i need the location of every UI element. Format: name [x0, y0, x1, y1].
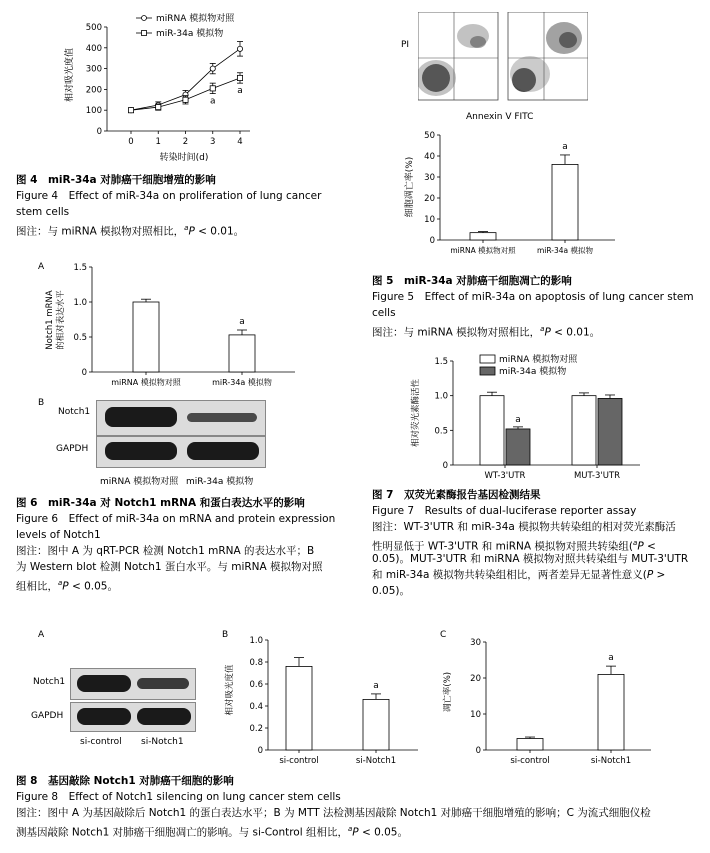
- fig4-xtick-label: 3: [210, 137, 216, 147]
- fig4-point: [156, 104, 161, 109]
- fig5-sig-label: a: [562, 141, 568, 152]
- fig7-bar: [572, 396, 596, 465]
- fig5-xtick-label: miR-34a 模拟物: [536, 246, 594, 255]
- fig7-note-2: 性明显低于 WT-3'UTR 和 miRNA 模拟物对照共转染组($^a$P <: [372, 539, 656, 553]
- fig8-note-1: 图注：图中 A 为基因敲除后 Notch1 的蛋白表达水平；B 为 MTT 法检测基因敲除 Notch1 对肺癌干细胞增殖的影响；C 为流式细胞仪检: [16, 807, 651, 819]
- fig4-ytick-label: 0: [96, 127, 102, 137]
- fig4-caption-en-1: Figure 4 Effect of miR-34a on proliferation of lung cancer: [16, 190, 322, 202]
- fig6-caption-en-2: levels of Notch1: [16, 529, 101, 541]
- fig4-xtick-label: 1: [155, 137, 161, 147]
- fig8b-bar: [286, 666, 312, 750]
- fig8b-ytick-label: 0.4: [249, 702, 263, 712]
- fig4-xtick-label: 2: [182, 137, 189, 147]
- fig4-xtick-label: 4: [237, 137, 243, 147]
- fig6-note-2: 为 Western blot 检测 Notch1 蛋白水平。与 miRNA 模拟物对照: [16, 561, 323, 573]
- fig5-caption-en-2: cells: [372, 307, 396, 319]
- fig7-xtick-label: MUT-3'UTR: [573, 471, 621, 481]
- fig4-chart: [0, 0, 360, 170]
- fig8b-ytick-label: 1.0: [249, 636, 263, 646]
- fig6a-ylabel-2: 的相对表达水平: [56, 290, 66, 350]
- fig8-blot-label-1: si-control: [80, 737, 122, 747]
- fig7-ytick-label: 1.0: [434, 391, 448, 402]
- flow-plot-control: [418, 12, 498, 100]
- fig5-caption-cn: 图 5 miR-34a 对肺癌干细胞凋亡的影响: [372, 275, 572, 287]
- fig4-ytick-label: 400: [85, 43, 102, 54]
- fig7-note-3: 0.05)。MUT-3'UTR 和 miRNA 模拟物对照共转染组与 MUT-3'UTR: [372, 553, 689, 565]
- fig5-ytick-label: 0: [429, 236, 435, 246]
- fig8-band-notch1: Notch1: [33, 677, 66, 687]
- fig7-caption-en: Figure 7 Results of dual-luciferase reporter assay: [372, 505, 637, 517]
- fig7-ytick-label: 0: [442, 461, 448, 471]
- fig8b-ytick-label: 0.2: [249, 724, 263, 734]
- fig4-ytick-label: 500: [85, 23, 102, 33]
- fig4-point: [210, 66, 215, 71]
- fig6-panel-b: B: [38, 398, 45, 408]
- fig6-blot-gapdh: [96, 436, 266, 468]
- fig6-note-3: 组相比，$^a$P < 0.05。: [16, 579, 118, 593]
- fig6a-bar: [229, 335, 255, 372]
- fig8-panel-b: B: [222, 630, 229, 640]
- fig6-blot-label-2: miR-34a 模拟物: [186, 477, 254, 487]
- fig5-bar: [470, 233, 496, 240]
- fig4-point: [128, 108, 133, 113]
- fig4-ytick-label: 200: [85, 85, 102, 96]
- fig6-caption-en-1: Figure 6 Effect of miR-34a on mRNA and protein expression: [16, 513, 336, 525]
- fig4-sig-label: a: [237, 86, 243, 97]
- fig5-flow-plots: [418, 12, 588, 110]
- fig8c-bar: [517, 738, 543, 750]
- fig4-ytick-label: 300: [85, 64, 102, 75]
- fig8b-bar: [363, 699, 389, 750]
- fig4-note: 图注：与 miRNA 模拟物对照相比，$^a$P < 0.01。: [16, 224, 245, 238]
- fig7-chart: [400, 345, 660, 485]
- fig4-xtick-label: 0: [128, 137, 134, 147]
- fig5-ytick-label: 10: [424, 215, 435, 225]
- fig4-caption-cn: 图 4 miR-34a 对肺癌干细胞增殖的影响: [16, 174, 216, 186]
- fig6a-xtick-label: miRNA 模拟物对照: [111, 378, 181, 387]
- fig5-bar: [552, 164, 578, 240]
- fig5-note: 图注：与 miRNA 模拟物对照相比，$^a$P < 0.01。: [372, 325, 601, 339]
- fig4-point: [237, 46, 242, 51]
- fig5-ylabel: 细胞凋亡率(%): [405, 156, 415, 218]
- fig8b-ytick-label: 0.6: [249, 680, 263, 690]
- fig5-ytick-label: 50: [424, 131, 435, 141]
- fig8-caption-cn: 图 8 基因敲除 Notch1 对肺癌干细胞的影响: [16, 775, 234, 787]
- fig6-caption-cn: 图 6 miR-34a 对 Notch1 mRNA 和蛋白表达水平的影响: [16, 497, 305, 509]
- fig4-point: [237, 75, 242, 80]
- fig4-point: [210, 86, 215, 91]
- fig8-blot-gapdh: [70, 702, 196, 732]
- fig6a-xtick-label: miR-34a 模拟物: [212, 378, 272, 387]
- fig8-blot-label-2: si-Notch1: [141, 737, 184, 747]
- fig7-legend-control: miRNA 模拟物对照: [499, 355, 578, 365]
- fig8-note-2: 测基因敲除 Notch1 对肺癌干细胞凋亡的影响。与 si-Control 组相比，$^a$P < 0.05。: [16, 825, 408, 839]
- fig8c-xtick-label: si-control: [510, 756, 550, 766]
- fig6-note-1: 图注：图中 A 为 qRT-PCR 检测 Notch1 mRNA 的表达水平；B: [16, 545, 315, 557]
- fig5-caption-en-1: Figure 5 Effect of miR-34a on apoptosis of lung cancer stem: [372, 291, 694, 303]
- fig8b-ytick-label: 0.8: [249, 658, 263, 668]
- flow-plot-mir34a: [508, 12, 588, 100]
- fig4-caption-en-2: stem cells: [16, 206, 70, 218]
- fig7-ytick-label: 1.5: [434, 357, 448, 367]
- fig8-band-gapdh: GAPDH: [31, 711, 64, 721]
- fig6a-ytick-label: 0: [81, 368, 87, 378]
- fig8c-sig-label: a: [608, 653, 614, 664]
- fig6-blot-notch1: [96, 400, 266, 436]
- fig7-sig-label: a: [515, 414, 521, 425]
- fig7-note-5: 0.05)。: [372, 585, 410, 597]
- fig4-legend-control: miRNA 模拟物对照: [156, 14, 235, 24]
- fig5-flow-ylabel: PI: [401, 40, 410, 50]
- fig8b-chart: [218, 632, 428, 772]
- fig8c-chart: [436, 632, 666, 772]
- fig5-flow-xlabel: Annexin V FITC: [466, 112, 534, 122]
- fig7-bar: [506, 429, 530, 465]
- fig4-point: [183, 97, 188, 102]
- fig8b-sig-label: a: [373, 680, 379, 691]
- fig6-panel-a: A: [38, 262, 45, 272]
- fig6-blot-label-1: miRNA 模拟物对照: [100, 477, 179, 487]
- fig6a-ylabel-1: Notch1 mRNA: [45, 290, 55, 350]
- fig4-legend-mir: miR-34a 模拟物: [156, 29, 224, 39]
- fig7-bar: [598, 398, 622, 465]
- fig8c-ytick-label: 30: [470, 638, 481, 648]
- fig7-note-4: 和 miR-34a 模拟物共转染组相比，两者差异无显著性意义(P >: [372, 569, 666, 581]
- fig8b-xtick-label: si-control: [279, 756, 319, 766]
- fig8c-xtick-label: si-Notch1: [590, 756, 632, 766]
- fig6-band-notch1: Notch1: [58, 407, 91, 417]
- fig7-ytick-label: 0.5: [434, 426, 448, 437]
- fig5-ytick-label: 30: [424, 173, 435, 183]
- fig8b-ylabel: 相对吸光度值: [225, 664, 235, 716]
- fig8b-xtick-label: si-Notch1: [355, 756, 397, 766]
- fig8c-ytick-label: 20: [470, 674, 481, 684]
- fig7-legend-mir: miR-34a 模拟物: [499, 367, 567, 377]
- fig5-chart: [400, 125, 630, 265]
- fig4-ylabel: 相对吸光度值: [65, 47, 75, 103]
- fig5-ytick-label: 40: [424, 152, 435, 162]
- fig7-xtick-label: WT-3'UTR: [484, 471, 526, 481]
- fig6a-ytick-label: 1.0: [73, 298, 87, 308]
- fig4-ytick-label: 100: [85, 106, 102, 117]
- fig7-bar: [480, 396, 504, 465]
- fig5-xtick-label: miRNA 模拟物对照: [450, 246, 516, 255]
- fig7-ylabel: 相对荧光素酶活性: [411, 378, 421, 448]
- fig4-xlabel: 转染时间(d): [159, 153, 209, 163]
- fig8c-ytick-label: 10: [470, 710, 481, 720]
- fig6a-ytick-label: 1.5: [73, 263, 87, 273]
- fig4-sig-label: a: [209, 96, 216, 107]
- fig6-band-gapdh: GAPDH: [56, 444, 89, 454]
- fig7-legend: [480, 353, 578, 377]
- fig6a-chart: [30, 262, 310, 392]
- fig8c-bar: [598, 674, 624, 750]
- fig8-panel-a: A: [38, 630, 45, 640]
- fig7-caption-cn: 图 7 双荧光素酶报告基因检测结果: [372, 489, 541, 501]
- fig6a-bar: [133, 302, 159, 372]
- fig4-legend: [136, 12, 235, 39]
- fig8c-ylabel: 凋亡率(%): [443, 671, 453, 713]
- fig8-panel-c: C: [440, 630, 447, 640]
- fig8b-ytick-label: 0: [257, 746, 263, 756]
- fig6a-sig-label: a: [239, 317, 245, 327]
- fig5-ytick-label: 20: [424, 194, 435, 204]
- fig8-blot-notch1: [70, 668, 196, 700]
- fig6a-ytick-label: 0.5: [73, 333, 87, 343]
- fig8c-ytick-label: 0: [475, 746, 481, 756]
- fig8-caption-en: Figure 8 Effect of Notch1 silencing on lung cancer stem cells: [16, 791, 341, 803]
- fig7-note-1: 图注：WT-3'UTR 和 miR-34a 模拟物共转染组的相对荧光素酶活: [372, 521, 676, 533]
